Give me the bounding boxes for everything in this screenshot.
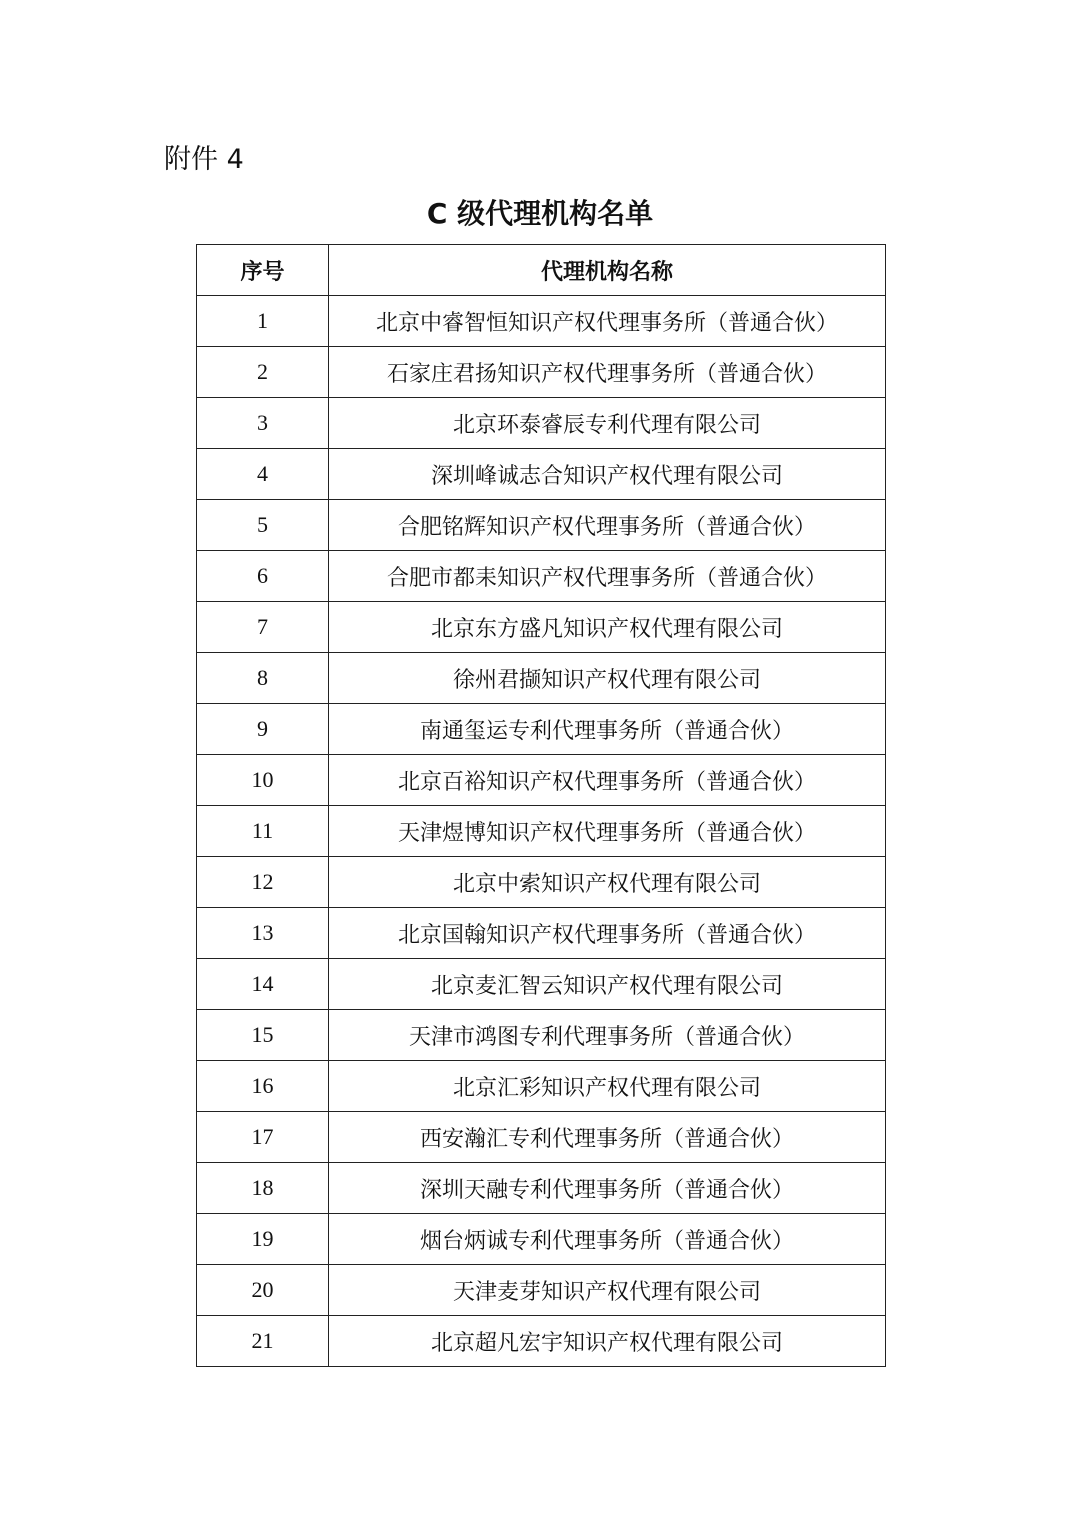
header-seq: 序号 (197, 245, 329, 296)
row-agency-name: 深圳峰诚志合知识产权代理有限公司 (329, 449, 886, 500)
header-agency-name: 代理机构名称 (329, 245, 886, 296)
row-seq: 18 (197, 1163, 329, 1214)
row-agency-name: 北京中索知识产权代理有限公司 (329, 857, 886, 908)
row-seq: 21 (197, 1316, 329, 1367)
row-seq: 13 (197, 908, 329, 959)
table-row (197, 1061, 886, 1112)
row-agency-name: 北京超凡宏宇知识产权代理有限公司 (329, 1316, 886, 1367)
row-agency-name: 深圳天融专利代理事务所（普通合伙） (329, 1163, 886, 1214)
row-seq: 8 (197, 653, 329, 704)
table-row (197, 704, 886, 755)
row-seq: 9 (197, 704, 329, 755)
row-agency-name: 北京东方盛凡知识产权代理有限公司 (329, 602, 886, 653)
row-agency-name: 北京中睿智恒知识产权代理事务所（普通合伙） (329, 296, 886, 347)
table-row (197, 653, 886, 704)
table-row (197, 959, 886, 1010)
table-row (197, 857, 886, 908)
table-row (197, 602, 886, 653)
row-seq: 10 (197, 755, 329, 806)
table-row (197, 500, 886, 551)
row-seq: 2 (197, 347, 329, 398)
agency-list-table (196, 244, 886, 1367)
row-seq: 19 (197, 1214, 329, 1265)
row-seq: 12 (197, 857, 329, 908)
row-seq: 14 (197, 959, 329, 1010)
row-seq: 4 (197, 449, 329, 500)
row-seq: 5 (197, 500, 329, 551)
row-agency-name: 徐州君撷知识产权代理有限公司 (329, 653, 886, 704)
table-row (197, 347, 886, 398)
row-agency-name: 北京麦汇智云知识产权代理有限公司 (329, 959, 886, 1010)
row-agency-name: 石家庄君扬知识产权代理事务所（普通合伙） (329, 347, 886, 398)
row-agency-name: 北京汇彩知识产权代理有限公司 (329, 1061, 886, 1112)
row-agency-name: 合肥市都耒知识产权代理事务所（普通合伙） (329, 551, 886, 602)
row-agency-name: 北京百裕知识产权代理事务所（普通合伙） (329, 755, 886, 806)
table-row (197, 1163, 886, 1214)
table-row (197, 1265, 886, 1316)
row-agency-name: 合肥铭辉知识产权代理事务所（普通合伙） (329, 500, 886, 551)
table-row (197, 755, 886, 806)
row-seq: 17 (197, 1112, 329, 1163)
document-title: C 级代理机构名单 (426, 197, 654, 230)
row-seq: 16 (197, 1061, 329, 1112)
row-agency-name: 天津市鸿图专利代理事务所（普通合伙） (329, 1010, 886, 1061)
table-header-row (197, 245, 886, 296)
row-agency-name: 天津煜博知识产权代理事务所（普通合伙） (329, 806, 886, 857)
row-seq: 15 (197, 1010, 329, 1061)
row-seq: 11 (197, 806, 329, 857)
row-agency-name: 西安瀚汇专利代理事务所（普通合伙） (329, 1112, 886, 1163)
table-row (197, 806, 886, 857)
row-seq: 6 (197, 551, 329, 602)
table-row (197, 1112, 886, 1163)
row-agency-name: 北京环泰睿辰专利代理有限公司 (329, 398, 886, 449)
row-seq: 3 (197, 398, 329, 449)
row-agency-name: 北京国翰知识产权代理事务所（普通合伙） (329, 908, 886, 959)
row-agency-name: 天津麦芽知识产权代理有限公司 (329, 1265, 886, 1316)
table-row (197, 449, 886, 500)
attachment-label: 附件 4 (164, 144, 244, 175)
table-row (197, 1010, 886, 1061)
row-seq: 20 (197, 1265, 329, 1316)
row-seq: 1 (197, 296, 329, 347)
table-row (197, 908, 886, 959)
table-row (197, 296, 886, 347)
row-agency-name: 烟台炳诚专利代理事务所（普通合伙） (329, 1214, 886, 1265)
table-row (197, 1316, 886, 1367)
table-row (197, 398, 886, 449)
row-agency-name: 南通玺运专利代理事务所（普通合伙） (329, 704, 886, 755)
table-row (197, 551, 886, 602)
table-row (197, 1214, 886, 1265)
row-seq: 7 (197, 602, 329, 653)
